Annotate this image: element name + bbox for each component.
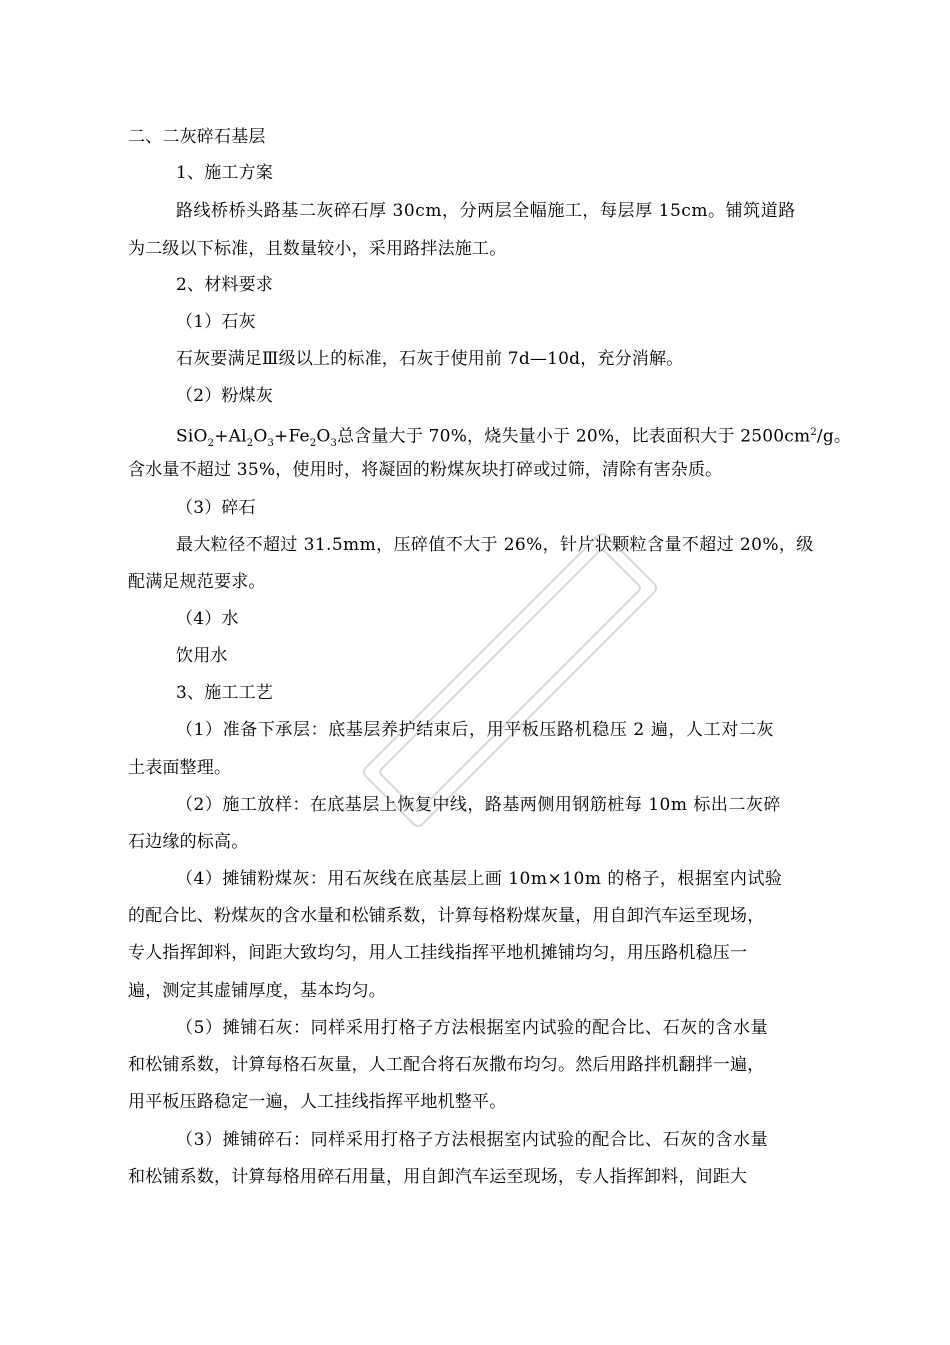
- formula-part: +Fe: [274, 426, 310, 447]
- step-text: 专人指挥卸料，间距大致均匀，用人工挂线指挥平地机摊铺均匀，用压路机稳压一: [128, 943, 748, 963]
- formula-subscript: 2: [246, 438, 254, 450]
- flyash-formula-line: [176, 422, 851, 455]
- s3-heading: 3、施工工艺: [176, 683, 274, 703]
- formula-part: SiO: [176, 426, 208, 447]
- s1-heading: 1、施工方案: [176, 163, 274, 183]
- formula-part: +Al: [214, 426, 247, 447]
- step-text: （1）准备下承层：底基层养护结束后，用平板压路机稳压 2 遍，人工对二灰: [176, 720, 775, 740]
- gravel-heading: （3）碎石: [176, 498, 256, 518]
- formula-subscript: 2: [207, 438, 215, 450]
- s1-paragraph-line: 路线桥桥头路基二灰碎石厚 30cm，分两层全幅施工，每层厚 15cm。铺筑道路: [176, 201, 796, 221]
- formula-subscript: 3: [330, 438, 338, 450]
- step-text: 石边缘的标高。: [128, 832, 249, 852]
- lime-heading: （1）石灰: [176, 312, 256, 332]
- flyash-heading: （2）粉煤灰: [176, 386, 274, 406]
- step-text: （5）摊铺石灰：同样采用打格子方法根据室内试验的配合比、石灰的含水量: [176, 1018, 769, 1038]
- section-title: 二、二灰碎石基层: [128, 127, 266, 147]
- step-text: 遍，测定其虚铺厚度，基本均匀。: [128, 981, 386, 1001]
- formula-subscript: 3: [267, 438, 275, 450]
- step-text: （3）摊铺碎石：同样采用打格子方法根据室内试验的配合比、石灰的含水量: [176, 1130, 769, 1150]
- formula-superscript: 2: [810, 427, 817, 438]
- lime-text: 石灰要满足Ⅲ级以上的标准，石灰于使用前 7d—10d，充分消解。: [176, 349, 684, 369]
- gravel-text: 配满足规范要求。: [128, 572, 266, 592]
- step-text: 和松铺系数，计算每格用碎石用量，用自卸汽车运至现场，专人指挥卸料，间距大: [128, 1167, 748, 1187]
- formula-part: O: [316, 426, 331, 447]
- step-text: 和松铺系数，计算每格石灰量，人工配合将石灰撒布均匀。然后用路拌机翻拌一遍，: [128, 1055, 765, 1075]
- flyash-text: 含水量不超过 35%，使用时，将凝固的粉煤灰块打碎或过筛，清除有害杂质。: [128, 460, 723, 480]
- step-text: 土表面整理。: [128, 758, 232, 778]
- formula-subscript: 2: [309, 438, 317, 450]
- s2-heading: 2、材料要求: [176, 275, 274, 295]
- s1-paragraph-line: 为二级以下标准，且数量较小，采用路拌法施工。: [128, 239, 507, 259]
- step-text: （2）施工放样：在底基层上恢复中线，路基两侧用钢筋桩每 10m 标出二灰碎: [176, 795, 781, 815]
- formula-part: /g。: [816, 426, 852, 447]
- gravel-text: 最大粒径不超过 31.5mm，压碎值不大于 26%，针片状颗粒含量不超过 20%，级: [176, 535, 814, 555]
- step-text: 的配合比、粉煤灰的含水量和松铺系数，计算每格粉煤灰量，用自卸汽车运至现场，: [128, 906, 765, 926]
- step-text: （4）摊铺粉煤灰：用石灰线在底基层上画 10m×10m 的格子，根据室内试验: [176, 869, 783, 889]
- formula-part: O: [253, 426, 268, 447]
- step-text: 用平板压路稳定一遍，人工挂线指挥平地机整平。: [128, 1092, 507, 1112]
- water-heading: （4）水: [176, 609, 239, 629]
- formula-part: 总含量大于 70%，烧失量小于 20%，比表面积大于 2500cm: [337, 426, 811, 447]
- watermark-stamp: [300, 470, 720, 890]
- water-text: 饮用水: [176, 646, 228, 666]
